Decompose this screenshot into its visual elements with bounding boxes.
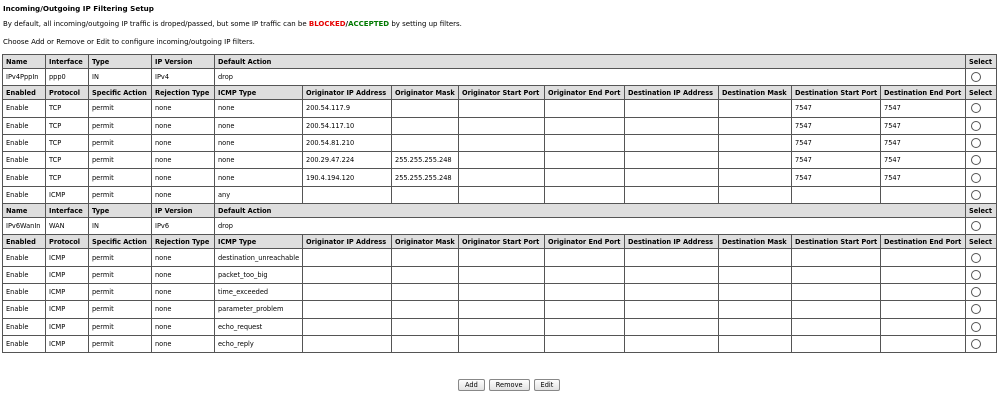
rule-destination-ip-cell (625, 283, 719, 300)
column-header: IP Version (152, 204, 215, 218)
rule-header-row (3, 86, 997, 100)
rule-originator-mask-cell: 255.255.255.248 (392, 152, 459, 169)
column-header: Type (89, 55, 152, 69)
description-text: By default, all incoming/outgoing IP traffic is droped/passed, but some IP traffic can be (3, 20, 309, 28)
rule-originator-end-port-cell (545, 169, 625, 186)
rule-select-radio[interactable] (971, 253, 981, 263)
rule-destination-ip-cell (625, 335, 719, 352)
rule-row (3, 318, 997, 335)
rule-destination-ip-cell (625, 152, 719, 169)
page-title: Incoming/Outgoing IP Filtering Setup (3, 4, 154, 13)
select-cell (966, 134, 997, 151)
rule-destination-end-port-cell (881, 335, 966, 352)
add-button[interactable]: Add (458, 379, 485, 391)
rule-protocol-cell: ICMP (46, 249, 89, 266)
filter-select-radio[interactable] (971, 221, 981, 231)
select-cell (966, 69, 997, 86)
rule-protocol-cell: ICMP (46, 301, 89, 318)
rule-destination-start-port-cell: 7547 (792, 100, 881, 117)
remove-button[interactable]: Remove (489, 379, 530, 391)
rule-destination-mask-cell (719, 266, 792, 283)
rule-originator-end-port-cell (545, 318, 625, 335)
column-header: Protocol (46, 86, 89, 100)
select-cell (966, 169, 997, 186)
rule-select-radio[interactable] (971, 287, 981, 297)
rule-enabled-cell: Enable (3, 134, 46, 151)
column-header: ICMP Type (215, 235, 303, 249)
rule-destination-start-port-cell (792, 301, 881, 318)
rule-destination-mask-cell (719, 301, 792, 318)
rule-specific-action-cell: permit (89, 186, 152, 203)
rule-destination-start-port-cell (792, 335, 881, 352)
rule-row (3, 266, 997, 283)
select-cell (966, 218, 997, 235)
filter-type-cell: IN (89, 218, 152, 235)
column-header: Originator Start Port (459, 235, 545, 249)
rule-protocol-cell: ICMP (46, 318, 89, 335)
rule-destination-mask-cell (719, 134, 792, 151)
rule-icmp-type-cell: none (215, 152, 303, 169)
rule-enabled-cell: Enable (3, 318, 46, 335)
column-header: Select (966, 235, 997, 249)
rule-originator-start-port-cell (459, 266, 545, 283)
rule-select-radio[interactable] (971, 173, 981, 183)
rule-originator-end-port-cell (545, 335, 625, 352)
rule-destination-mask-cell (719, 100, 792, 117)
filter-ip-version-cell: IPv4 (152, 69, 215, 86)
rule-destination-end-port-cell: 7547 (881, 134, 966, 151)
rule-rejection-type-cell: none (152, 169, 215, 186)
filter-default-action-cell: drop (215, 69, 966, 86)
rule-destination-end-port-cell (881, 249, 966, 266)
filter-header-row (3, 55, 997, 69)
rule-select-radio[interactable] (971, 322, 981, 332)
rule-originator-mask-cell (392, 318, 459, 335)
rule-originator-ip-cell (303, 249, 392, 266)
rule-destination-ip-cell (625, 301, 719, 318)
rule-specific-action-cell: permit (89, 249, 152, 266)
rule-row (3, 169, 997, 186)
select-cell (966, 335, 997, 352)
rule-originator-mask-cell (392, 335, 459, 352)
select-cell (966, 301, 997, 318)
rule-destination-mask-cell (719, 169, 792, 186)
rule-destination-start-port-cell (792, 318, 881, 335)
rule-specific-action-cell: permit (89, 100, 152, 117)
rule-originator-mask-cell (392, 117, 459, 134)
column-header: Destination End Port (881, 86, 966, 100)
filter-row (3, 69, 997, 86)
rule-enabled-cell: Enable (3, 169, 46, 186)
action-buttons (458, 379, 560, 391)
column-header: Destination Start Port (792, 235, 881, 249)
rule-icmp-type-cell: none (215, 117, 303, 134)
rule-rejection-type-cell: none (152, 318, 215, 335)
column-header: Destination End Port (881, 235, 966, 249)
rule-destination-mask-cell (719, 117, 792, 134)
column-header: Enabled (3, 235, 46, 249)
ip-filter-table (2, 54, 997, 353)
rule-enabled-cell: Enable (3, 117, 46, 134)
column-header: Destination Mask (719, 86, 792, 100)
description-suffix: by setting up filters. (389, 20, 462, 28)
column-header: Default Action (215, 55, 966, 69)
column-header: Destination IP Address (625, 86, 719, 100)
rule-originator-start-port-cell (459, 318, 545, 335)
rule-destination-mask-cell (719, 249, 792, 266)
rule-destination-start-port-cell: 7547 (792, 152, 881, 169)
rule-row (3, 117, 997, 134)
rule-icmp-type-cell: none (215, 169, 303, 186)
rule-destination-ip-cell (625, 249, 719, 266)
column-header: Originator End Port (545, 86, 625, 100)
column-header: ICMP Type (215, 86, 303, 100)
rule-select-radio[interactable] (971, 103, 981, 113)
rule-originator-start-port-cell (459, 283, 545, 300)
rule-specific-action-cell: permit (89, 169, 152, 186)
rule-row (3, 186, 997, 203)
select-cell (966, 152, 997, 169)
rule-protocol-cell: ICMP (46, 335, 89, 352)
rule-originator-end-port-cell (545, 283, 625, 300)
rule-originator-end-port-cell (545, 301, 625, 318)
rule-destination-end-port-cell: 7547 (881, 117, 966, 134)
select-cell (966, 100, 997, 117)
edit-button[interactable]: Edit (534, 379, 561, 391)
rule-rejection-type-cell: none (152, 100, 215, 117)
rule-rejection-type-cell: none (152, 117, 215, 134)
filter-interface-cell: ppp0 (46, 69, 89, 86)
rule-destination-ip-cell (625, 318, 719, 335)
rule-enabled-cell: Enable (3, 266, 46, 283)
rule-row (3, 283, 997, 300)
rule-destination-mask-cell (719, 318, 792, 335)
select-cell (966, 117, 997, 134)
rule-row (3, 100, 997, 117)
rule-originator-ip-cell (303, 301, 392, 318)
column-header: Select (966, 204, 997, 218)
rule-icmp-type-cell: time_exceeded (215, 283, 303, 300)
column-header: Originator Mask (392, 235, 459, 249)
rule-destination-ip-cell (625, 186, 719, 203)
column-header: Originator Start Port (459, 86, 545, 100)
filter-default-action-cell: drop (215, 218, 966, 235)
rule-icmp-type-cell: destination_unreachable (215, 249, 303, 266)
rule-icmp-type-cell: echo_reply (215, 335, 303, 352)
rule-originator-ip-cell: 200.54.81.210 (303, 134, 392, 151)
rule-row (3, 152, 997, 169)
rule-icmp-type-cell: any (215, 186, 303, 203)
rule-select-radio[interactable] (971, 155, 981, 165)
rule-destination-mask-cell (719, 186, 792, 203)
column-header: Protocol (46, 235, 89, 249)
select-cell (966, 283, 997, 300)
rule-destination-end-port-cell (881, 186, 966, 203)
filter-ip-version-cell: IPv6 (152, 218, 215, 235)
rule-specific-action-cell: permit (89, 117, 152, 134)
column-header: Destination IP Address (625, 235, 719, 249)
rule-originator-start-port-cell (459, 134, 545, 151)
rule-icmp-type-cell: none (215, 100, 303, 117)
select-cell (966, 318, 997, 335)
rule-originator-ip-cell (303, 335, 392, 352)
rule-originator-ip-cell (303, 283, 392, 300)
rule-destination-ip-cell (625, 134, 719, 151)
filter-interface-cell: WAN (46, 218, 89, 235)
rule-originator-start-port-cell (459, 335, 545, 352)
rule-protocol-cell: ICMP (46, 186, 89, 203)
rule-originator-start-port-cell (459, 117, 545, 134)
rule-rejection-type-cell: none (152, 152, 215, 169)
column-header: Name (3, 204, 46, 218)
rule-originator-end-port-cell (545, 100, 625, 117)
rule-originator-start-port-cell (459, 186, 545, 203)
rule-enabled-cell: Enable (3, 301, 46, 318)
rule-destination-end-port-cell: 7547 (881, 169, 966, 186)
rule-destination-ip-cell (625, 100, 719, 117)
filter-header-row (3, 204, 997, 218)
rule-destination-ip-cell (625, 266, 719, 283)
rule-specific-action-cell: permit (89, 152, 152, 169)
rule-icmp-type-cell: packet_too_big (215, 266, 303, 283)
column-header: Type (89, 204, 152, 218)
rule-destination-end-port-cell: 7547 (881, 152, 966, 169)
page-description (3, 20, 462, 28)
rule-originator-start-port-cell (459, 152, 545, 169)
rule-destination-end-port-cell (881, 318, 966, 335)
rule-enabled-cell: Enable (3, 186, 46, 203)
filter-select-radio[interactable] (971, 72, 981, 82)
filter-row (3, 218, 997, 235)
rule-row (3, 335, 997, 352)
column-header: IP Version (152, 55, 215, 69)
rule-originator-mask-cell (392, 249, 459, 266)
rule-originator-end-port-cell (545, 249, 625, 266)
rule-originator-ip-cell: 200.54.117.10 (303, 117, 392, 134)
rule-specific-action-cell: permit (89, 301, 152, 318)
rule-specific-action-cell: permit (89, 318, 152, 335)
rule-protocol-cell: TCP (46, 134, 89, 151)
column-header: Rejection Type (152, 86, 215, 100)
rule-originator-start-port-cell (459, 100, 545, 117)
rule-row (3, 301, 997, 318)
rule-protocol-cell: TCP (46, 100, 89, 117)
rule-protocol-cell: TCP (46, 117, 89, 134)
rule-originator-ip-cell (303, 266, 392, 283)
column-header: Originator End Port (545, 235, 625, 249)
column-header: Interface (46, 55, 89, 69)
rule-protocol-cell: TCP (46, 152, 89, 169)
rule-originator-mask-cell (392, 100, 459, 117)
rule-originator-start-port-cell (459, 169, 545, 186)
rule-destination-mask-cell (719, 283, 792, 300)
rule-enabled-cell: Enable (3, 249, 46, 266)
rule-select-radio[interactable] (971, 339, 981, 349)
rule-destination-start-port-cell: 7547 (792, 169, 881, 186)
rule-rejection-type-cell: none (152, 134, 215, 151)
filter-name-cell: IPv6WanIn (3, 218, 46, 235)
rule-originator-start-port-cell (459, 249, 545, 266)
rule-specific-action-cell: permit (89, 335, 152, 352)
column-header: Specific Action (89, 86, 152, 100)
rule-originator-ip-cell: 190.4.194.120 (303, 169, 392, 186)
rule-specific-action-cell: permit (89, 266, 152, 283)
blocked-label: BLOCKED (308, 20, 346, 28)
rule-destination-mask-cell (719, 152, 792, 169)
rule-destination-mask-cell (719, 335, 792, 352)
instructions-text: Choose Add or Remove or Edit to configure incoming/outgoing IP filters. (3, 38, 255, 46)
rule-originator-mask-cell (392, 283, 459, 300)
column-header: Destination Start Port (792, 86, 881, 100)
column-header: Interface (46, 204, 89, 218)
select-cell (966, 186, 997, 203)
accepted-label: ACCEPTED (348, 20, 390, 28)
column-header: Originator Mask (392, 86, 459, 100)
rule-specific-action-cell: permit (89, 134, 152, 151)
rule-originator-end-port-cell (545, 134, 625, 151)
rule-rejection-type-cell: none (152, 186, 215, 203)
rule-rejection-type-cell: none (152, 283, 215, 300)
rule-destination-ip-cell (625, 169, 719, 186)
rule-row (3, 249, 997, 266)
rule-enabled-cell: Enable (3, 152, 46, 169)
rule-originator-start-port-cell (459, 301, 545, 318)
rule-destination-start-port-cell (792, 283, 881, 300)
rule-specific-action-cell: permit (89, 283, 152, 300)
slash-separator: / (345, 20, 349, 28)
column-header: Name (3, 55, 46, 69)
filter-name-cell: IPv4PppIn (3, 69, 46, 86)
rule-originator-mask-cell: 255.255.255.248 (392, 169, 459, 186)
rule-destination-start-port-cell (792, 186, 881, 203)
rule-originator-mask-cell (392, 301, 459, 318)
filter-type-cell: IN (89, 69, 152, 86)
rule-destination-end-port-cell (881, 283, 966, 300)
rule-originator-ip-cell: 200.29.47.224 (303, 152, 392, 169)
rule-rejection-type-cell: none (152, 249, 215, 266)
rule-originator-end-port-cell (545, 266, 625, 283)
column-header: Originator IP Address (303, 86, 392, 100)
rule-originator-ip-cell: 200.54.117.9 (303, 100, 392, 117)
rule-select-radio[interactable] (971, 270, 981, 280)
rule-enabled-cell: Enable (3, 283, 46, 300)
column-header: Select (966, 86, 997, 100)
select-cell (966, 266, 997, 283)
rule-rejection-type-cell: none (152, 335, 215, 352)
rule-originator-end-port-cell (545, 152, 625, 169)
rule-destination-start-port-cell (792, 266, 881, 283)
rule-originator-ip-cell (303, 186, 392, 203)
rule-rejection-type-cell: none (152, 301, 215, 318)
rule-destination-start-port-cell (792, 249, 881, 266)
rule-select-radio[interactable] (971, 121, 981, 131)
rule-originator-ip-cell (303, 318, 392, 335)
rule-destination-start-port-cell: 7547 (792, 134, 881, 151)
rule-destination-start-port-cell: 7547 (792, 117, 881, 134)
rule-protocol-cell: TCP (46, 169, 89, 186)
rule-protocol-cell: ICMP (46, 283, 89, 300)
rule-destination-end-port-cell: 7547 (881, 100, 966, 117)
rule-originator-mask-cell (392, 186, 459, 203)
column-header: Rejection Type (152, 235, 215, 249)
rule-icmp-type-cell: none (215, 134, 303, 151)
rule-rejection-type-cell: none (152, 266, 215, 283)
column-header: Destination Mask (719, 235, 792, 249)
rule-row (3, 134, 997, 151)
rule-select-radio[interactable] (971, 304, 981, 314)
rule-header-row (3, 235, 997, 249)
rule-protocol-cell: ICMP (46, 266, 89, 283)
rule-originator-end-port-cell (545, 117, 625, 134)
rule-enabled-cell: Enable (3, 100, 46, 117)
column-header: Originator IP Address (303, 235, 392, 249)
rule-destination-end-port-cell (881, 266, 966, 283)
rule-enabled-cell: Enable (3, 335, 46, 352)
rule-destination-end-port-cell (881, 301, 966, 318)
column-header: Specific Action (89, 235, 152, 249)
rule-originator-end-port-cell (545, 186, 625, 203)
column-header: Enabled (3, 86, 46, 100)
rule-icmp-type-cell: parameter_problem (215, 301, 303, 318)
rule-originator-mask-cell (392, 134, 459, 151)
rule-originator-mask-cell (392, 266, 459, 283)
column-header: Default Action (215, 204, 966, 218)
select-cell (966, 249, 997, 266)
rule-select-radio[interactable] (971, 138, 981, 148)
rule-icmp-type-cell: echo_request (215, 318, 303, 335)
rule-destination-ip-cell (625, 117, 719, 134)
column-header: Select (966, 55, 997, 69)
rule-select-radio[interactable] (971, 190, 981, 200)
